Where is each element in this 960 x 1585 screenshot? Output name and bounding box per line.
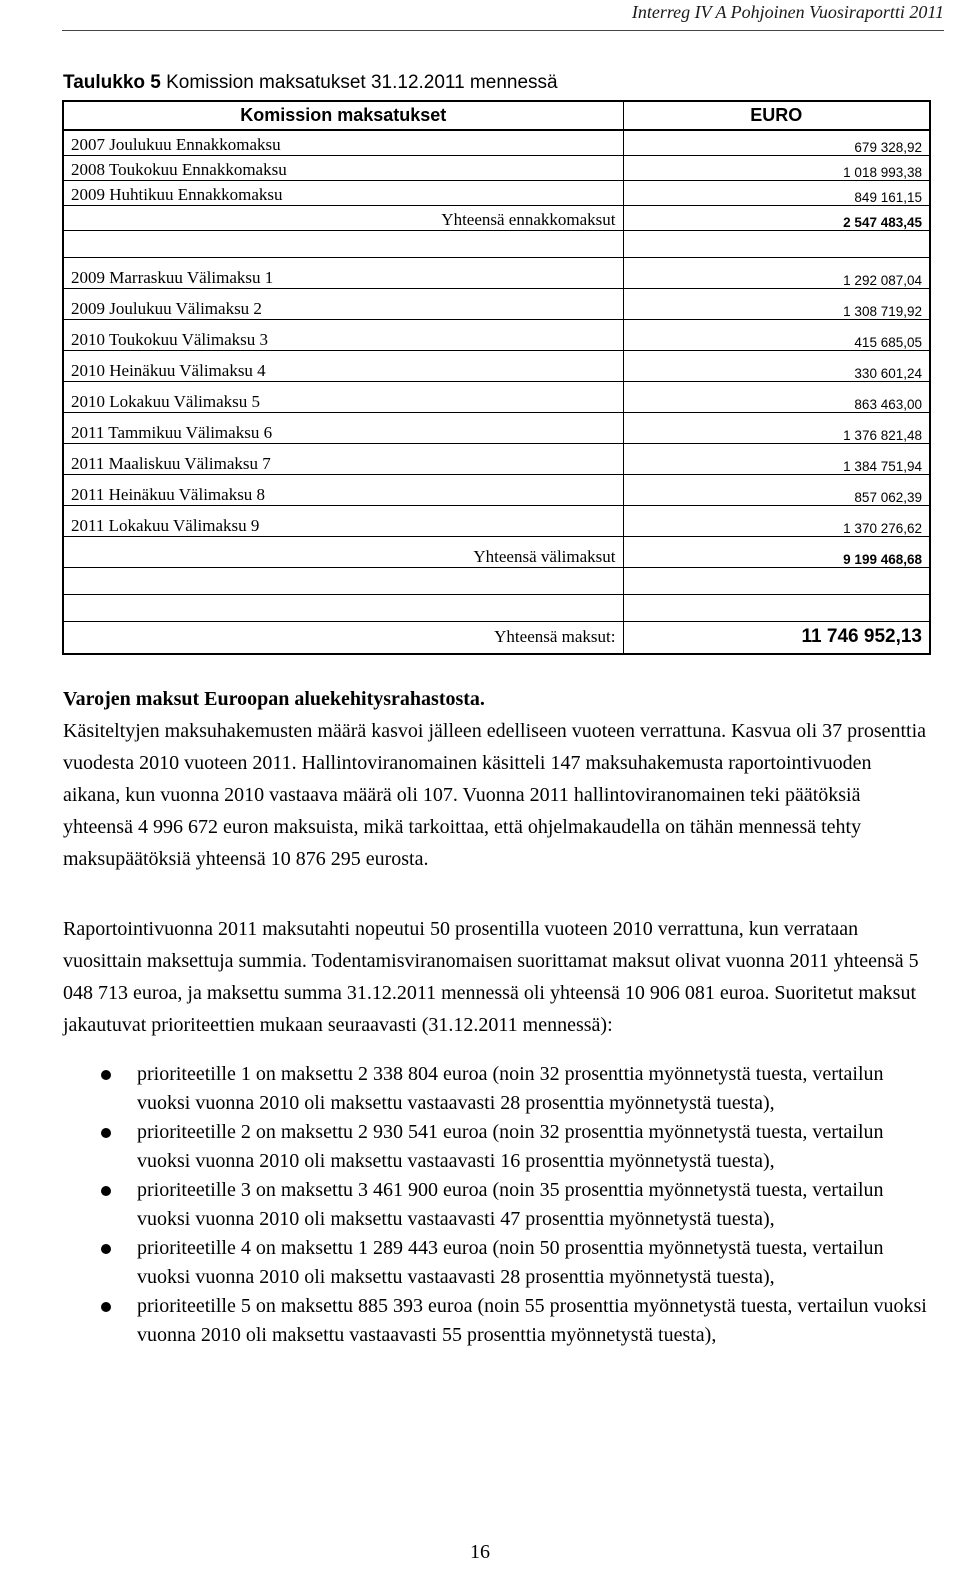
col-header-euro: EURO [623,101,930,130]
list-item-text: prioriteetille 3 on maksettu 3 461 900 euroa (noin 35 prosenttia myönnetystä tuesta, vertailun vuoksi vuonna 2010 oli maksettu vastaavasti 47 prosenttia myönnetystä tuesta), [137,1179,884,1230]
section-para-1 [63,683,929,875]
row-label: 2010 Lokakuu Välimaksu 5 [63,381,623,412]
row-label: 2011 Tammikuu Välimaksu 6 [63,412,623,443]
row-label: 2009 Huhtikuu Ennakkomaksu [63,180,623,205]
row-label: 2011 Maaliskuu Välimaksu 7 [63,443,623,474]
subtotal-label: Yhteensä ennakkomaksut [63,205,623,230]
blank-cell [63,230,623,257]
row-value: 1 018 993,38 [623,155,930,180]
bullet-icon [101,1244,111,1254]
grand-total-label: Yhteensä maksut: [63,621,623,654]
list-item [63,1060,929,1118]
table-row [63,319,930,350]
table-row [63,412,930,443]
row-label: 2009 Joulukuu Välimaksu 2 [63,288,623,319]
col-header-payments: Komission maksatukset [63,101,623,130]
table-caption-text: Komission maksatukset 31.12.2011 mennessä [160,72,558,93]
grand-total-row [63,621,930,654]
row-label: 2007 Joulukuu Ennakkomaksu [63,130,623,155]
subtotal-value: 2 547 483,45 [623,205,930,230]
page-number: 16 [470,1541,490,1563]
section-heading [63,683,929,715]
bullet-icon [101,1186,111,1196]
table-row [63,505,930,536]
row-value: 330 601,24 [623,350,930,381]
row-value: 857 062,39 [623,474,930,505]
blank-cell [623,230,930,257]
bullet-icon [101,1070,111,1080]
section-para-2 [63,913,929,1041]
list-item-text: prioriteetille 4 on maksettu 1 289 443 euroa (noin 50 prosenttia myönnetystä tuesta, vertailun vuoksi vuonna 2010 oli maksettu vastaavasti 28 prosenttia myönnetystä tuesta), [137,1237,884,1288]
row-value: 415 685,05 [623,319,930,350]
table-row [63,257,930,288]
subtotal-label: Yhteensä välimaksut [63,536,623,567]
table-row [63,288,930,319]
table-row [63,130,930,155]
row-value: 863 463,00 [623,381,930,412]
row-label: 2008 Toukokuu Ennakkomaksu [63,155,623,180]
blank-cell [63,594,623,621]
subtotal-value: 9 199 468,68 [623,536,930,567]
paragraph-1: Käsiteltyjen maksuhakemusten määrä kasvoi jälleen edelliseen vuoteen verrattuna. Kasvua oli 37 prosenttia vuodesta 2010 vuoteen 2011. Hallintoviranomainen käsitteli 147 maksuhakemusta raportointivuoden aikana, kun vuonna 2010 vastaava määrä oli 107. Vuonna 2011 hallintoviranomainen teki päätöksiä yhteensä 4 996 672 euron maksuista, mikä tarkoittaa, että ohjelmakaudella on tähän mennessä tehty maksupäätöksiä yhteensä 10 876 295 eurosta. [63,720,927,870]
list-item [63,1118,929,1176]
row-value: 1 370 276,62 [623,505,930,536]
list-item [63,1234,929,1292]
header-rule [62,30,944,31]
blank-row [63,230,930,257]
payments-table [62,100,931,655]
table-header-row [63,101,930,130]
row-value: 849 161,15 [623,180,930,205]
blank-row [63,594,930,621]
priority-list [63,1060,929,1350]
table-row [63,180,930,205]
row-label: 2010 Toukokuu Välimaksu 3 [63,319,623,350]
blank-cell [63,567,623,594]
list-item-text: prioriteetille 1 on maksettu 2 338 804 euroa (noin 32 prosenttia myönnetystä tuesta, vertailun vuoksi vuonna 2010 oli maksettu vastaavasti 28 prosenttia myönnetystä tuesta), [137,1063,884,1114]
subtotal-row-advances [63,205,930,230]
table-caption-number: Taulukko 5 [63,72,161,93]
list-item-text: prioriteetille 2 on maksettu 2 930 541 euroa (noin 32 prosenttia myönnetystä tuesta, vertailun vuoksi vuonna 2010 oli maksettu vastaavasti 16 prosenttia myönnetystä tuesta), [137,1121,884,1172]
table-row [63,381,930,412]
row-value: 679 328,92 [623,130,930,155]
row-value: 1 292 087,04 [623,257,930,288]
row-label: 2010 Heinäkuu Välimaksu 4 [63,350,623,381]
table-row [63,443,930,474]
bullet-icon [101,1128,111,1138]
table-row [63,155,930,180]
blank-row [63,567,930,594]
bullet-icon [101,1302,111,1312]
list-item [63,1292,929,1350]
subtotal-row-interim [63,536,930,567]
row-value: 1 308 719,92 [623,288,930,319]
list-item [63,1176,929,1234]
row-value: 1 384 751,94 [623,443,930,474]
paragraph-2: Raportointivuonna 2011 maksutahti nopeutui 50 prosentilla vuoteen 2010 verrattuna, kun verrataan vuosittain maksettuja summia. Todentamisviranomaisen suorittamat maksut olivat vuonna 2011 yhteensä 5 048 713 euroa, ja maksettu summa 31.12.2011 mennessä oli yhteensä 10 906 081 euroa. Suoritetut maksut jakautuvat prioriteettien mukaan seuraavasti (31.12.2011 mennessä): [63,918,919,1036]
row-label: 2011 Lokakuu Välimaksu 9 [63,505,623,536]
blank-cell [623,594,930,621]
row-label: 2009 Marraskuu Välimaksu 1 [63,257,623,288]
running-header: Interreg IV A Pohjoinen Vuosiraportti 2011 [631,2,944,22]
table-row [63,350,930,381]
table-row [63,474,930,505]
list-item-text: prioriteetille 5 on maksettu 885 393 euroa (noin 55 prosenttia myönnetystä tuesta, vertailun vuoksi vuonna 2010 oli maksettu vastaavasti 55 prosenttia myönnetystä tuesta), [137,1295,927,1346]
grand-total-value: 11 746 952,13 [623,621,930,654]
blank-cell [623,567,930,594]
row-value: 1 376 821,48 [623,412,930,443]
table-caption [63,72,558,94]
row-label: 2011 Heinäkuu Välimaksu 8 [63,474,623,505]
section-heading-text: Varojen maksut Euroopan aluekehitysrahastosta. [63,688,485,710]
